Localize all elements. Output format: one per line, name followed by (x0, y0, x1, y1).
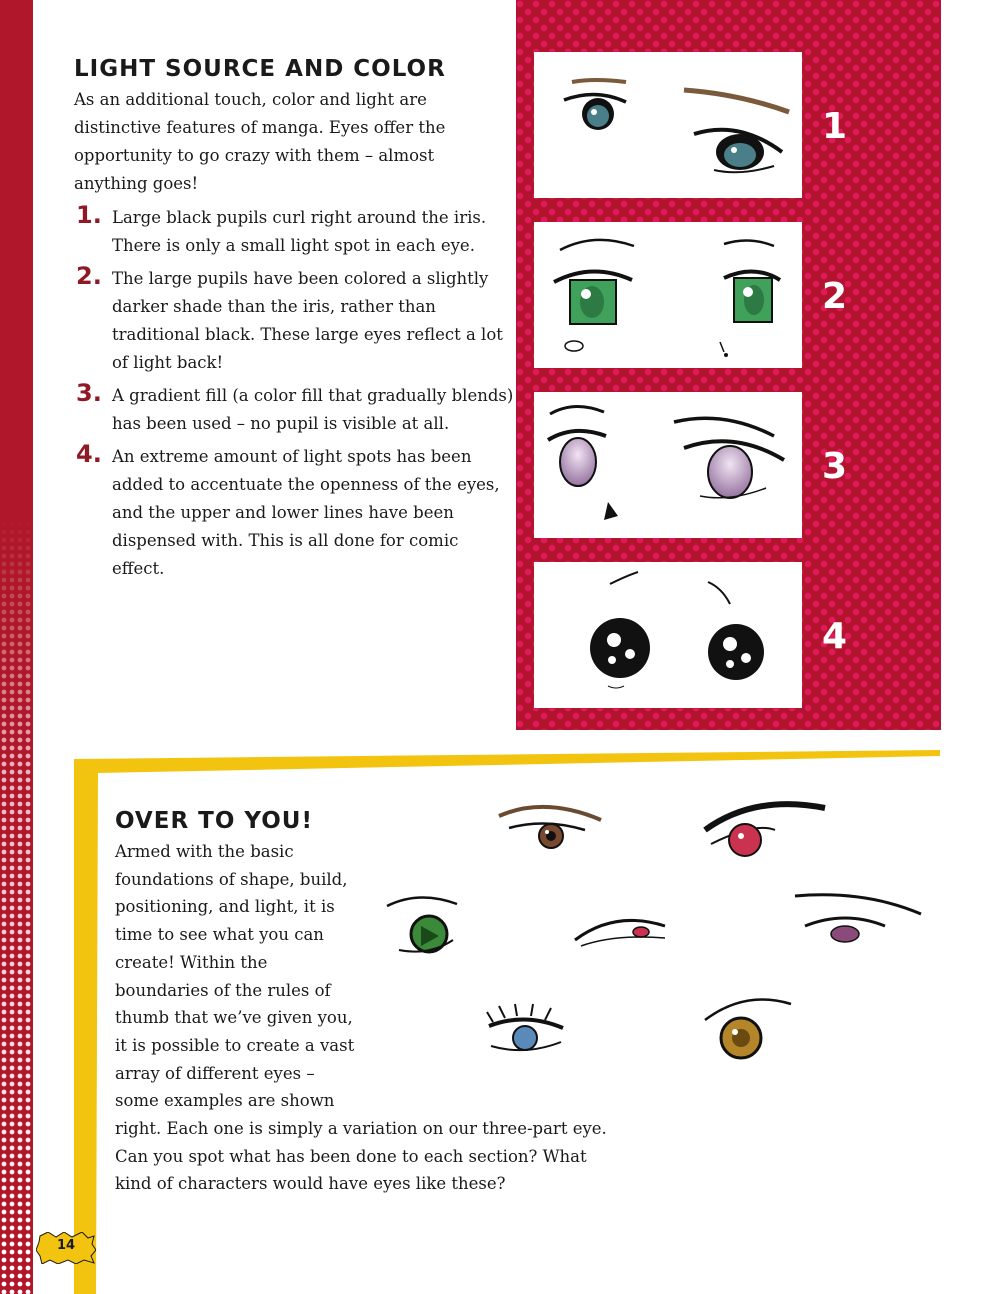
steps-list (74, 201, 514, 588)
intro-paragraph: As an additional touch, color and light are distinctive features of manga. Eyes offer the opportunity to go crazy with them – almost anything goes! (74, 90, 446, 193)
step-number: 3. (76, 379, 102, 407)
eye-illustration-1 (534, 52, 802, 198)
eye-variations-illustration (375, 790, 935, 1080)
eye-box-label-2: 2 (822, 276, 848, 317)
eye-box-label-4: 4 (822, 616, 848, 657)
section-title-light-source: LIGHT SOURCE AND COLOR (74, 56, 446, 82)
step-number: 2. (76, 262, 102, 290)
eye-box-3 (534, 392, 802, 538)
eye-box-1 (534, 52, 802, 198)
eye-illustration-4 (534, 562, 802, 708)
step-text: A gradient fill (a color fill that gradually blends) has been used – no pupil is visible at all. (112, 386, 514, 433)
step-item-1 (74, 201, 514, 260)
step-number: 4. (76, 440, 102, 468)
eye-illustration-3 (534, 392, 802, 538)
step-text: An extreme amount of light spots has been added to accentuate the openness of the eyes, and the upper and lower lines have been dispensed with. This is all done for comic effect. (112, 447, 500, 578)
over-to-you-paragraph-wide: right. Each one is simply a variation on our three-part eye. Can you spot what has been done to each section? What kind of characters would have eyes like these? (115, 1119, 607, 1194)
step-item-3 (74, 379, 514, 438)
eye-box-4 (534, 562, 802, 708)
eye-box-2 (534, 222, 802, 368)
eye-examples-panel (516, 0, 941, 730)
section-title-over-to-you: OVER TO YOU! (115, 808, 313, 834)
step-number: 1. (76, 201, 102, 229)
step-text: Large black pupils curl right around the iris. There is only a small light spot in each eye. (112, 208, 487, 255)
eye-illustration-2 (534, 222, 802, 368)
step-item-2 (74, 262, 514, 377)
page-number: 14 (56, 1238, 76, 1253)
step-item-4 (74, 440, 514, 583)
eye-box-label-1: 1 (822, 106, 848, 147)
step-text: The large pupils have been colored a slightly darker shade than the iris, rather than traditional black. These large eyes reflect a lot of light back! (112, 269, 503, 372)
over-to-you-paragraph-narrow: Armed with the basic foundations of shape, build, positioning, and light, it is time to see what you can create! Within the boundaries of the rules of thumb that we’ve given you, it is possible to create a vast array of different eyes – some examples are shown (115, 842, 355, 1111)
eye-box-label-3: 3 (822, 446, 848, 487)
